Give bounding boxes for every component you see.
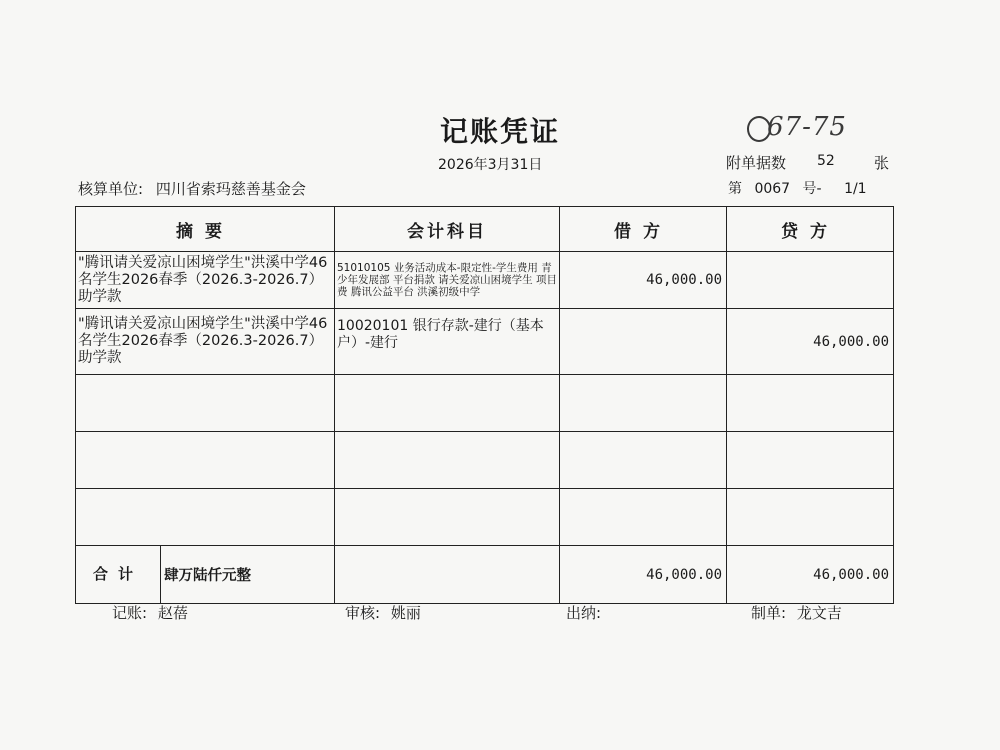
empty-cell bbox=[560, 432, 727, 489]
empty-cell bbox=[335, 489, 560, 546]
accounting-unit-name: 四川省索玛慈善基金会 bbox=[155, 180, 306, 198]
empty-cell bbox=[560, 489, 727, 546]
table-row bbox=[76, 309, 894, 375]
accounting-unit bbox=[78, 178, 306, 199]
handwritten-note: 67-75 bbox=[767, 112, 847, 142]
bookkeeper-label: 记账: bbox=[112, 604, 148, 622]
header-debit: 借方 bbox=[560, 207, 727, 252]
header-account: 会计科目 bbox=[335, 207, 560, 252]
row-account: 51010105 业务活动成本-限定性-学生费用 青少年发展部 平台捐款 请关爱凉山困境学生 项目费 腾讯公益平台 洪溪初级中学 bbox=[335, 252, 560, 309]
voucher-number-prefix: 第 bbox=[728, 181, 742, 197]
voucher-title: 记账凭证 bbox=[439, 115, 560, 148]
preparer-label: 制单: bbox=[751, 604, 787, 622]
table-row-empty bbox=[76, 375, 894, 432]
table-header-row bbox=[76, 207, 894, 252]
header-summary: 摘要 bbox=[76, 207, 335, 252]
total-row bbox=[76, 546, 894, 604]
preparer-name: 龙文吉 bbox=[796, 604, 842, 622]
empty-cell bbox=[76, 375, 335, 432]
row-debit bbox=[560, 309, 727, 375]
signature-preparer bbox=[751, 602, 842, 623]
reviewer-name: 姚丽 bbox=[390, 604, 421, 622]
bookkeeper-name: 赵蓓 bbox=[157, 604, 188, 622]
empty-cell bbox=[727, 375, 894, 432]
row-summary: "腾讯请关爱凉山困境学生"洪溪中学46名学生2026春季（2026.3-2026.7）助学款 bbox=[76, 252, 335, 309]
table-row-empty bbox=[76, 489, 894, 546]
voucher-number bbox=[728, 178, 875, 198]
reviewer-label: 审核: bbox=[345, 604, 381, 622]
row-account: 10020101 银行存款-建行（基本户）-建行 bbox=[335, 309, 560, 375]
signature-cashier bbox=[566, 602, 607, 623]
empty-cell bbox=[335, 432, 560, 489]
total-label: 合计 bbox=[76, 546, 161, 603]
total-cell bbox=[76, 546, 335, 604]
row-debit: 46,000.00 bbox=[560, 252, 727, 309]
handwritten-annotation bbox=[745, 104, 860, 152]
attachments-unit: 张 bbox=[874, 154, 890, 172]
row-credit bbox=[727, 252, 894, 309]
empty-cell bbox=[76, 432, 335, 489]
row-credit: 46,000.00 bbox=[727, 309, 894, 375]
voucher-date: 2026年3月31日 bbox=[438, 157, 543, 173]
attachments-count: 52 bbox=[817, 153, 835, 169]
cashier-label: 出纳: bbox=[566, 604, 602, 622]
total-amount-words: 肆万陆仟元整 bbox=[164, 568, 251, 584]
accounting-unit-label: 核算单位: bbox=[78, 180, 144, 198]
voucher-page: 1/1 bbox=[844, 181, 867, 197]
empty-cell bbox=[76, 489, 335, 546]
voucher-table bbox=[75, 206, 894, 604]
empty-cell bbox=[335, 375, 560, 432]
row-summary: "腾讯请关爱凉山困境学生"洪溪中学46名学生2026春季（2026.3-2026.7）助学款 bbox=[76, 309, 335, 375]
table-row-empty bbox=[76, 432, 894, 489]
total-credit: 46,000.00 bbox=[727, 546, 894, 604]
empty-cell bbox=[727, 489, 894, 546]
header-credit: 贷方 bbox=[727, 207, 894, 252]
empty-cell bbox=[727, 432, 894, 489]
empty-cell bbox=[560, 375, 727, 432]
voucher-number-suffix: 号- bbox=[802, 181, 822, 197]
attachments-label: 附单据数 bbox=[726, 154, 787, 172]
total-spacer bbox=[335, 546, 560, 604]
signature-reviewer bbox=[345, 602, 421, 623]
voucher-number-value: 0067 bbox=[754, 181, 791, 197]
total-debit: 46,000.00 bbox=[560, 546, 727, 604]
signature-bookkeeper bbox=[112, 602, 188, 623]
table-row bbox=[76, 252, 894, 309]
